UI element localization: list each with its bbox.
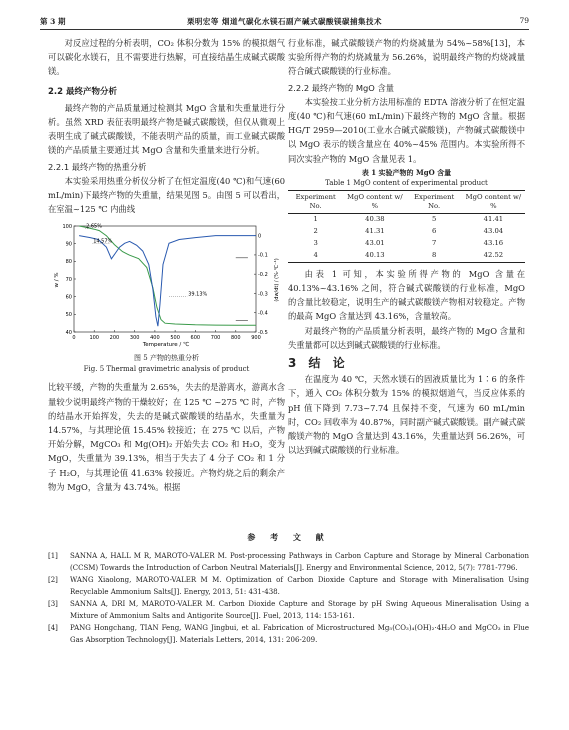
y-axis-label-left: w / % bbox=[54, 272, 60, 288]
x-tick-label: 300 bbox=[129, 335, 140, 342]
table-cell: 1 bbox=[313, 215, 318, 224]
table-header: Experiment No. bbox=[406, 190, 461, 213]
table-cell: 8 bbox=[431, 251, 437, 260]
paragraph: 对最终产物的产品质量分析表明，最终产物的 MgO 含量和失重量都可以达到碱式碳酸镁的行业标准。 bbox=[288, 325, 525, 350]
y-axis-label-right: (dw/dt) / (%·℃⁻¹) bbox=[274, 258, 280, 303]
table-cell: 42.52 bbox=[483, 251, 504, 260]
table-title-en: Table 1 MgO content of experimental product bbox=[325, 178, 488, 187]
y-tick-label-left: 70 bbox=[65, 277, 72, 284]
y-tick-label-right: 0 bbox=[258, 233, 262, 240]
table-cell: 3 bbox=[313, 239, 318, 248]
references bbox=[48, 532, 529, 646]
table-cell: 2 bbox=[313, 227, 318, 236]
table-row bbox=[288, 213, 525, 226]
subsection-heading: 2.2.1 最终产物的热重分析 bbox=[48, 161, 147, 172]
annotation-label: 2.65% bbox=[86, 224, 103, 231]
paragraph: 比较平缓，产物的失重量为 2.65%，失去的是游离水，游离水含量较少说明最终产物的干燥较好；在 125 ℃ ~275 ℃ 时，产物的结晶水开始挥发，失去的是碱式碳酸镁的结晶水，失重量为 14.57%，与其理论值 15.45% 较接近；在 275 ℃ 以后，产物开始分解，MgCO₃ 和 Mg(OH)₂ 开始失去 CO₂ 和 H₂O，变为 MgO，失重量为 39.13%，相当于失去了 4 分子 CO₂ 和 1 分子 H₂O，与其理论值 41.63% 较接近。产物灼烧之后的剩余产物为 MgO，含量为 43.74%。根据 bbox=[48, 382, 285, 492]
figure-caption-cn: 图 5 产物的热重分析 bbox=[134, 353, 199, 362]
table-cell: 5 bbox=[431, 215, 437, 224]
paragraph: 最终产物的产品质量通过检测其 MgO 含量和失重量进行分析。虽然 XRD 表征表明最终产物是碱式碳酸镁，但仅从微观上表明生成了碱式碳酸镁，不能表明产品的质量，而工业碱式碳酸镁的产品质量主要通过其 MgO 含量和失重量来进行分析。 bbox=[48, 102, 285, 156]
x-tick-label: 100 bbox=[89, 335, 99, 342]
reference-text: WANG Xiaolong, MAROTO-VALER M M. Optimization of Carbon Dioxide Capture and Storage with Mineralisation Using Recyclable Ammonium Salts[J]. Energy, 2013, 51: 431-438. bbox=[70, 576, 529, 596]
paragraph: 本实验按工业分析方法用标准的 EDTA 溶液分析了在恒定温度(40 ℃)和气速(60 mL/min)下最终产物的 MgO 含量。根据 HG/T 2959—2010(工业水合碱式碳酸镁)，产物碱式碳酸镁中以 MgO 表示的镁含量应在 40%~45% 范围内。本实验所得不同次实验产物的 MgO 含量见表 1。 bbox=[288, 96, 525, 164]
x-tick-label: 800 bbox=[231, 335, 241, 342]
subsection-heading: 2.2.2 最终产物的 MgO 含量 bbox=[288, 82, 395, 93]
y-tick-label-right: -0.5 bbox=[258, 330, 268, 337]
table-title-cn: 表 1 实验产物的 MgO 含量 bbox=[361, 167, 452, 177]
reference-number: [1] bbox=[48, 552, 58, 560]
table-row bbox=[288, 226, 525, 238]
y-tick-label-left: 50 bbox=[65, 312, 72, 319]
x-tick-label: 600 bbox=[190, 335, 201, 342]
x-tick-label: 700 bbox=[210, 335, 221, 342]
y-tick-label-left: 90 bbox=[65, 241, 72, 248]
table-row bbox=[288, 250, 525, 263]
x-tick-label: 0 bbox=[72, 335, 76, 342]
annotation-label: 14.57% bbox=[93, 239, 113, 246]
x-tick-label: 400 bbox=[150, 335, 160, 342]
left-column bbox=[48, 36, 285, 494]
reference-item bbox=[48, 598, 529, 622]
reference-number: [4] bbox=[48, 624, 58, 632]
table-cell: 7 bbox=[431, 239, 437, 248]
paragraph: 对反应过程的分析表明，CO₂ 体积分数为 15% 的模拟烟气可以碳化水镁石，且不需要进行热解，可直接结晶生成碱式碳酸镁。 bbox=[48, 38, 285, 77]
table-header: Experiment No. bbox=[288, 190, 343, 213]
paragraph: 由表 1 可知，本实验所得产物的 MgO 含量在 40.13%~43.16% 之间，符合碱式碳酸镁的行业标准，MgO 的含量比较稳定，说明生产的碱式碳酸镁产物相对较稳定。产物的最高 MgO 含量达到 43.16%，含量较高。 bbox=[288, 268, 525, 322]
table-cell: 40.38 bbox=[365, 215, 385, 224]
table-cell: 43.04 bbox=[483, 227, 504, 236]
table-cell: 41.41 bbox=[483, 215, 504, 224]
references-title: 参 考 文 献 bbox=[247, 533, 330, 542]
reference-number: [2] bbox=[48, 576, 58, 584]
table-cell: 43.01 bbox=[365, 239, 385, 248]
section-heading-conclusion: 3 结 论 bbox=[288, 356, 349, 371]
annotation-label: 39.13% bbox=[188, 292, 208, 299]
reference-item bbox=[48, 622, 529, 646]
x-tick-label: 500 bbox=[170, 335, 180, 342]
derivative-curve bbox=[79, 236, 256, 327]
reference-text: SANNA A, HALL M R, MAROTO-VALER M. Post-processing Pathways in Carbon Capture and Storage by Mineral Carbonation (CCSM) Towards the Introduction of Carbon Neutral Materials[J]. Energy and Environmental Science, 2012, 5(7): 7781-7796. bbox=[70, 552, 529, 572]
table-cell: 40.13 bbox=[365, 251, 385, 260]
table-cell: 6 bbox=[431, 227, 437, 236]
y-tick-label-left: 80 bbox=[65, 259, 72, 266]
y-tick-label-right: -0.1 bbox=[258, 253, 268, 260]
x-tick-label: 200 bbox=[109, 335, 120, 342]
right-column bbox=[288, 36, 525, 457]
table-cell: 41.31 bbox=[365, 227, 385, 236]
table-cell: 43.16 bbox=[483, 239, 504, 248]
reference-text: SANNA A, DRI M, MAROTO-VALER M. Carbon Dioxide Capture and Storage by pH Swing Aqueous Mineralisation Using a Mixture of Ammonium Salts and Antigorite Source[J]. Fuel, 2013, 114: 153-161. bbox=[70, 600, 529, 620]
table-header-row bbox=[288, 190, 525, 213]
table-header: MgO content w/ % bbox=[343, 190, 406, 213]
paragraph: 本实验采用热重分析仪分析了在恒定温度(40 ℃)和气速(60 mL/min)下最终产物的失重量，结果见图 5。由图 5 可以看出，在室温~125 ℃ 内曲线 bbox=[48, 175, 285, 215]
issue-number: 第 3 期 bbox=[40, 17, 66, 26]
figure-tga bbox=[48, 220, 285, 380]
running-header bbox=[40, 14, 529, 30]
figure-caption-en: Fig. 5 Thermal gravimetric analysis of product bbox=[83, 364, 250, 373]
table-cell: 4 bbox=[313, 251, 318, 260]
y-tick-label-left: 60 bbox=[65, 294, 72, 301]
x-axis-label: Temperature / ℃ bbox=[142, 342, 190, 349]
y-tick-label-left: 40 bbox=[65, 330, 72, 337]
x-tick-label: 900 bbox=[251, 335, 261, 342]
y-tick-label-right: -0.2 bbox=[258, 272, 268, 279]
table-header: MgO content w/ % bbox=[462, 190, 525, 213]
tga-chart bbox=[48, 220, 285, 348]
reference-number: [3] bbox=[48, 600, 58, 608]
reference-text: PANG Hongchang, TIAN Feng, WANG Jingbui, et al. Fabrication of Microstructured Mg₅(CO₃)₄(OH)₂·4H₂O and MgCO₃ in Flue Gas Absorption Technology[J]. Materials Letters, 2014, 131: 206-209. bbox=[70, 624, 529, 644]
mgo-content-table bbox=[288, 190, 525, 263]
section-heading: 2.2 最终产物分析 bbox=[48, 86, 118, 97]
paragraph: 行业标准，碱式碳酸镁产物的灼烧减量为 54%~58%[13]，本实验所得产物的灼烧减量为 56.26%，说明最终产物的灼烧减量符合碱式碳酸镁的行业标准。 bbox=[288, 38, 525, 77]
y-tick-label-left: 100 bbox=[62, 224, 72, 231]
page-number: 79 bbox=[519, 16, 529, 25]
reference-item bbox=[48, 550, 529, 574]
running-title: 栗明宏等 烟道气碳化水镁石副产碱式碳酸镁碳捕集技术 bbox=[186, 17, 383, 26]
y-tick-label-right: -0.3 bbox=[258, 291, 268, 298]
table-row bbox=[288, 238, 525, 250]
reference-item bbox=[48, 574, 529, 598]
paragraph: 在温度为 40 ℃，天然水镁石的固液质量比为 1∶6 的条件下，通入 CO₂ 体积分数为 15% 的模拟烟道气，当反应体系的 pH 值下降到 7.73~7.74 且保持不变，气速为 60 mL/min 时，CO₂ 回收率为 40.87%，同时副产碱式碳酸镁。副产碱式碳酸镁产物的 MgO 含量达到 43.16%，失重量达到 56.26%，可以达到碱式碳酸镁的行业标准。 bbox=[288, 374, 525, 456]
y-tick-label-right: -0.4 bbox=[258, 310, 268, 317]
